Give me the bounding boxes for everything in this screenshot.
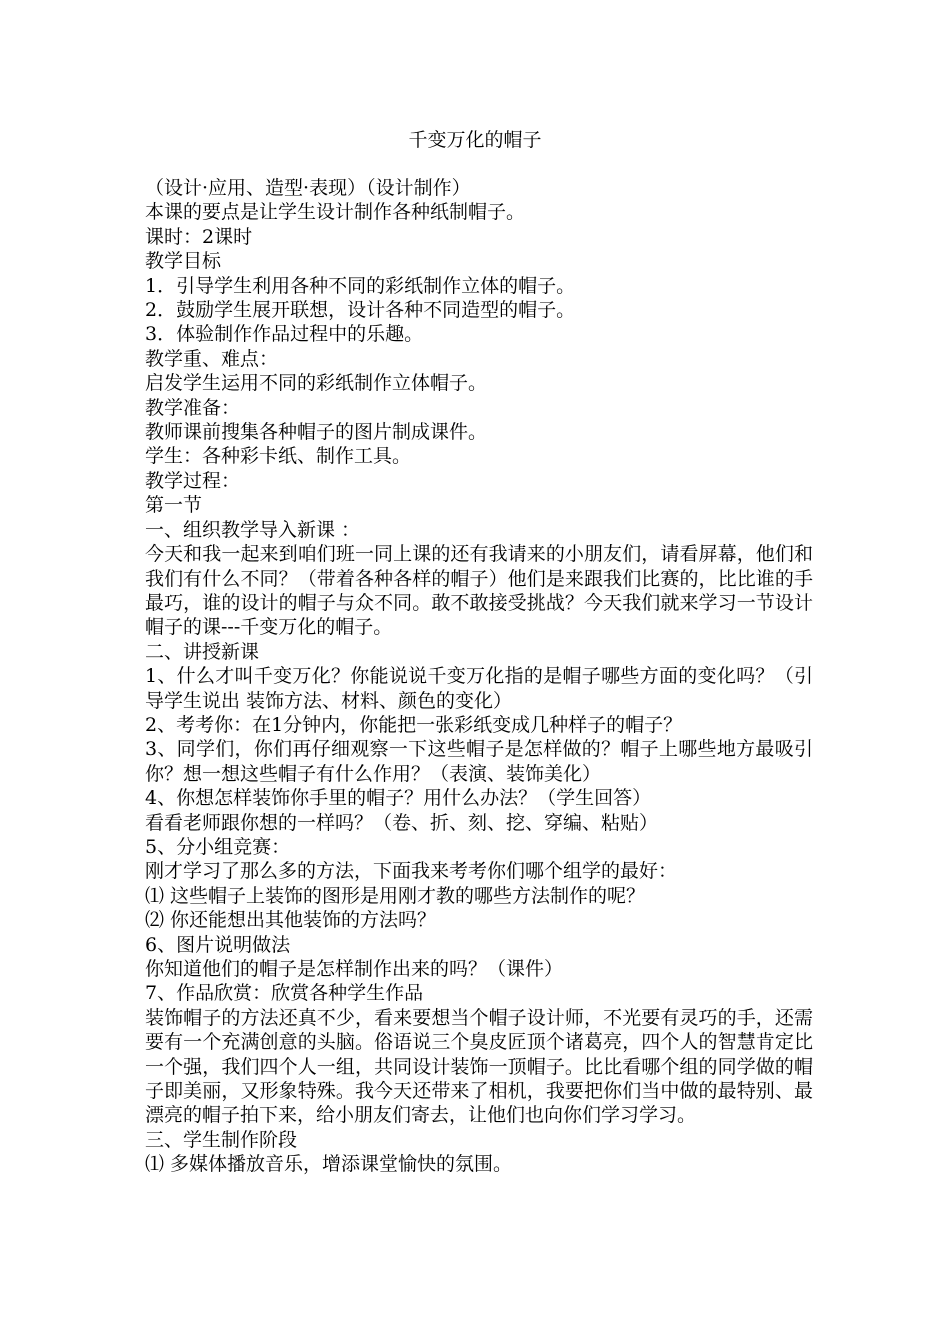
item-5-heading: 5、分小组竞赛： [145,835,291,858]
subject-tags: （设计·应用、造型·表现）（设计制作） [145,177,471,199]
question-4-followup: 看看老师跟你想的一样吗？（卷、折、刻、挖、穿编、粘贴） [145,811,659,834]
question-3: 3、同学们，你们再仔细观察一下这些帽子是怎样做的？帽子上哪些地方最吸引你？想一想这些帽子有什么作用？（表演、装饰美化） [145,738,813,785]
step-heading-new-lesson: 二、讲授新课 [145,640,260,663]
section-heading-process: 教学过程： [145,469,241,492]
goal-item-2: 2．鼓励学生展开联想，设计各种不同造型的帽子。 [145,299,576,322]
item-5-text: 刚才学习了那么多的方法，下面我来考考你们哪个组学的最好： [145,860,678,883]
key-points-text: 启发学生运用不同的彩纸制作立体帽子。 [145,372,488,395]
item-5-sub-1: ⑴ 这些帽子上装饰的图形是用刚才教的哪些方法制作的呢？ [145,884,646,907]
lesson-summary: 本课的要点是让学生设计制作各种纸制帽子。 [145,201,526,224]
section-heading-key-points: 教学重、难点： [145,347,279,370]
item-5-sub-2: ⑵ 你还能想出其他装饰的方法吗？ [145,909,437,932]
item-6-heading: 6、图片说明做法 [145,933,291,956]
item-6-text: 你知道他们的帽子是怎样制作出来的吗？（课件） [145,958,564,980]
intro-paragraph: 今天和我一起来到咱们班一同上课的还有我请来的小朋友们，请看屏幕，他们和我们有什么不同？（带着各种各样的帽子）他们是来跟我们比赛的，比比谁的手最巧，谁的设计的帽子与众不同。敢不敢接受挑战？今天我们就来学习一节设计帽子的课---千变万化的帽子。 [145,543,813,639]
step-heading-making: 三、学生制作阶段 [145,1128,298,1151]
section-heading-goals: 教学目标 [145,250,222,273]
question-4: 4、你想怎样装饰你手里的帽子？用什么办法？（学生回答） [145,787,652,810]
decorate-paragraph: 装饰帽子的方法还真不少，看来要想当个帽子设计师，不光要有灵巧的手，还需要有一个充满创意的头脑。俗语说三个臭皮匠顶个诸葛亮，四个人的智慧肯定比一个强，我们四个人一组，共同设计装饰一顶帽子。比比看哪个组的同学做的帽子即美丽，又形象特殊。我今天还带来了相机，我要把你们当中做的最特别、最漂亮的帽子拍下来，给小朋友们寄去，让他们也向你们学习学习。 [145,1006,813,1127]
step-heading-intro: 一、组织教学导入新课 ： [145,518,361,541]
preparation-students: 学生：各种彩卡纸、制作工具。 [145,445,412,468]
period-heading: 第一节 [145,494,203,517]
document-body [145,176,813,1177]
item-7-heading: 7、作品欣赏：欣赏各种学生作品 [145,982,424,1005]
question-2: 2、考考你：在1分钟内，你能把一张彩纸变成几种样子的帽子？ [145,713,683,736]
question-1: 1、什么才叫千变万化？你能说说千变万化指的是帽子哪些方面的变化吗？（引导学生说出 装饰方法、材料、颜色的变化） [145,665,813,712]
making-item-1: ⑴ 多媒体播放音乐，增添课堂愉快的氛围。 [145,1153,513,1176]
section-heading-preparation: 教学准备： [145,396,241,419]
goal-item-3: 3．体验制作作品过程中的乐趣。 [145,323,424,346]
lesson-hours: 课时：2课时 [145,225,253,248]
document-title: 千变万化的帽子 [408,129,542,151]
preparation-teacher: 教师课前搜集各种帽子的图片制成课件。 [145,421,488,444]
goal-item-1: 1．引导学生利用各种不同的彩纸制作立体的帽子。 [145,274,576,297]
